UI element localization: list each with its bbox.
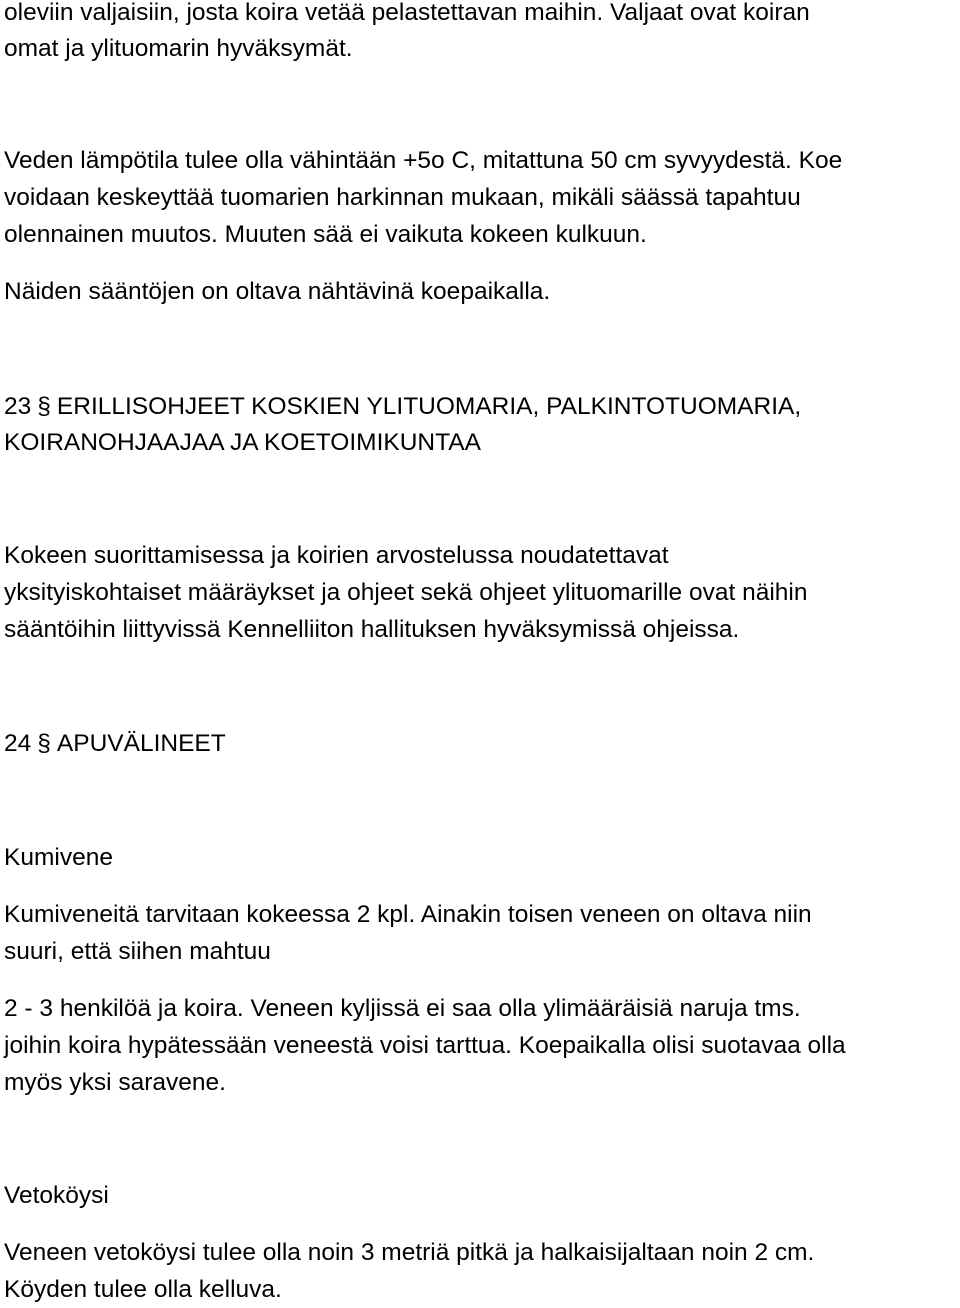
harness-line-1: oleviin valjaisiin, josta koira vetää pelastettavan maihin. Valjaat ovat koiran [4, 0, 810, 26]
rubber-boat-line-5: myös yksi saravene. [4, 1069, 226, 1096]
rules-visible-line: Näiden sääntöjen on oltava nähtävinä koepaikalla. [4, 278, 551, 305]
section-24-number: 24 [4, 730, 32, 757]
section-symbol-icon: § [37, 393, 51, 420]
section-23-heading [4, 391, 801, 423]
harness-line-2: omat ja ylituomarin hyväksymät. [4, 35, 353, 62]
tow-rope-title: Vetoköysi [4, 1182, 109, 1209]
rubber-boat-line-2: suuri, että siihen mahtuu [4, 938, 271, 965]
section-23-body-line-1: Kokeen suorittamisessa ja koirien arvostelussa noudatettavat [4, 542, 669, 569]
tow-rope-line-1: Veneen vetoköysi tulee olla noin 3 metriä pitkä ja halkaisijaltaan noin 2 cm. [4, 1239, 815, 1266]
rubber-boat-line-3: 2 - 3 henkilöä ja koira. Veneen kyljissä ei saa olla ylimääräisiä naruja tms. [4, 995, 801, 1022]
section-23-title-line-2: KOIRANOHJAAJAA JA KOETOIMIKUNTAA [4, 429, 481, 456]
section-23-body-line-3: sääntöihin liittyvissä Kennelliiton hallituksen hyväksymissä ohjeissa. [4, 616, 740, 643]
section-24-title: APUVÄLINEET [56, 730, 226, 757]
water-line-1: Veden lämpötila tulee olla vähintään +5o C, mitattuna 50 cm syvyydestä. Koe [4, 147, 843, 174]
section-24-heading [4, 728, 226, 760]
rubber-boat-line-1: Kumiveneitä tarvitaan kokeessa 2 kpl. Ainakin toisen veneen on oltava niin [4, 901, 812, 928]
section-23-body-line-2: yksityiskohtaiset määräykset ja ohjeet sekä ohjeet ylituomarille ovat näihin [4, 579, 808, 606]
water-line-2: voidaan keskeyttää tuomarien harkinnan mukaan, mikäli säässä tapahtuu [4, 184, 801, 211]
section-symbol-icon: § [37, 730, 51, 757]
water-line-3: olennainen muutos. Muuten sää ei vaikuta kokeen kulkuun. [4, 221, 647, 248]
section-23-number: 23 [4, 393, 32, 420]
rubber-boat-title: Kumivene [4, 844, 113, 871]
section-23-title-line-1: ERILLISOHJEET KOSKIEN YLITUOMARIA, PALKINTOTUOMARIA, [56, 393, 802, 420]
tow-rope-line-2: Köyden tulee olla kelluva. [4, 1276, 282, 1303]
rubber-boat-line-4: joihin koira hypätessään veneestä voisi tarttua. Koepaikalla olisi suotavaa olla [4, 1032, 846, 1059]
